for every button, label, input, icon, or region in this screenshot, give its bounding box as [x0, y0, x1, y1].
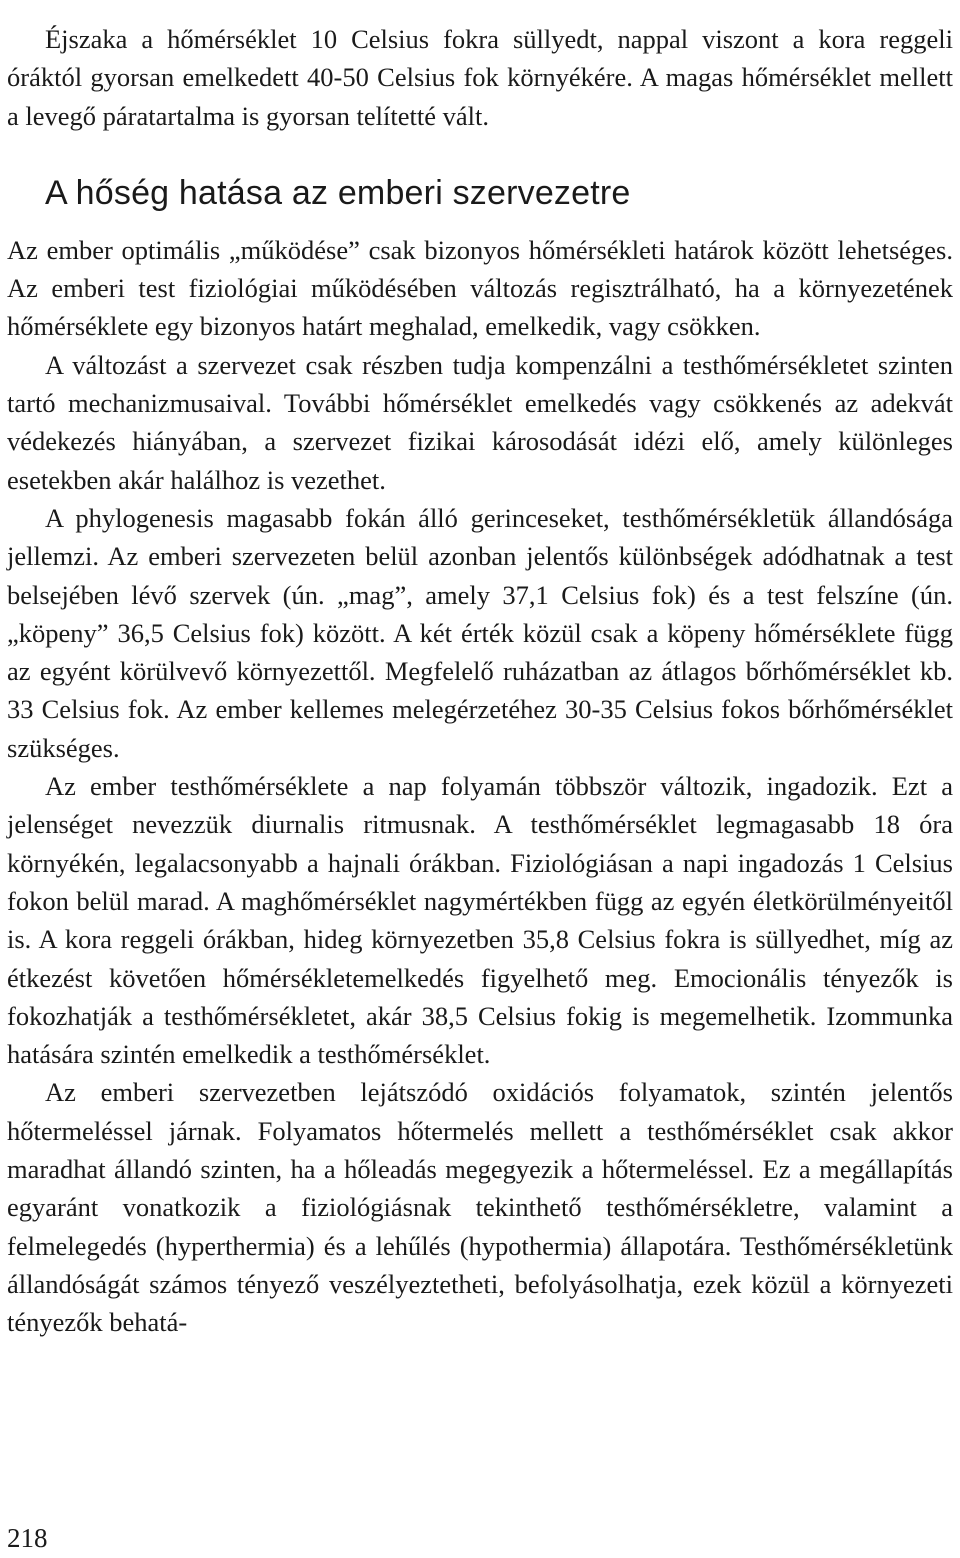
intro-paragraph: Éjszaka a hőmérséklet 10 Celsius fokra süllyedt, nappal viszont a kora reggeli óráktól gyorsan emelkedett 40-50 Celsius fok környékére. A magas hőmérséklet mellett a levegő páratartalma is gyorsan telítetté vált. — [7, 24, 953, 131]
page-number: 218 — [7, 1523, 48, 1553]
paragraph-4: Az ember testhőmérséklete a nap folyamán többször változik, ingadozik. Ezt a jelenséget nevezzük diurnalis ritmusnak. A testhőmérséklet legmagasabb 18 óra környékén, legalacsonyabb a hajnali órákban. Fiziológiásan a napi ingadozás 1 Celsius fokon belül marad. A maghőmérséklet nagymértékben függ az egyén életkörülményeitől is. A kora reggeli órákban, hideg környezetben 35,8 Celsius fokra is süllyedhet, míg az étkezést követően hőmérsékletemelkedés figyelhető meg. Emocionális tényezők is fokozhatják a testhőmérsékletet, akár 38,5 Celsius fokig is megemelhetik. Izommunka hatására szintén emelkedik a testhőmérséklet. — [7, 771, 953, 1070]
paragraph-1: Az ember optimális „működése” csak bizonyos hőmérsékleti határok között lehetséges. Az emberi test fiziológiai működésében változás regisztrálható, ha a környezetének hőmérséklete egy bizonyos határt meghalad, emelkedik, vagy csökken. — [7, 234, 953, 342]
section-heading: A hőség hatása az emberi szervezetre — [45, 173, 631, 212]
paragraph-2: A változást a szervezet csak részben tudja kompenzálni a testhőmérsékletet szinten tartó mechanizmusaival. További hőmérséklet emelkedés vagy csökkenés az adekvát védekezés hiányában, a szervezet fizikai károsodását idézi elő, amely különleges esetekben akár halálhoz is vezethet. — [7, 349, 953, 495]
page-content — [7, 20, 953, 1342]
paragraph-3: A phylogenesis magasabb fokán álló gerinceseket, testhőmérsékletük állandósága jellemzi. Az emberi szervezeten belül azonban jelentős különbségek adódhatnak a test belsejében lévő szervek (ún. „mag”, amely 37,1 Celsius fok) és a test felszíne (ún. „köpeny” 36,5 Celsius fok) között. A két érték közül csak a köpeny hőmérséklete függ az egyént körülvevő környezettől. Megfelelő ruházatban az átlagos bőrhőmérséklet kb. 33 Celsius fok. Az ember kellemes melegérzetéhez 30-35 Celsius fokos bőrhőmérséklet szükséges. — [7, 502, 953, 763]
paragraph-5: Az emberi szervezetben lejátszódó oxidációs folyamatok, szintén jelentős hőtermeléssel járnak. Folyamatos hőtermelés mellett a testhőmérséklet csak akkor maradhat állandó szinten, ha a hőleadás megegyezik a hőtermeléssel. Ez a megállapítás egyaránt vonatkozik a fiziológiásnak tekinthető testhőmérsékletre, valamint a felmelegedés (hyperthermia) és a lehűlés (hypothermia) állapotára. Testhőmérsékletünk állandóságát számos tényező veszélyeztetheti, befolyásolhatja, ezek közül a környezeti tényezők behatá- — [7, 1077, 953, 1338]
